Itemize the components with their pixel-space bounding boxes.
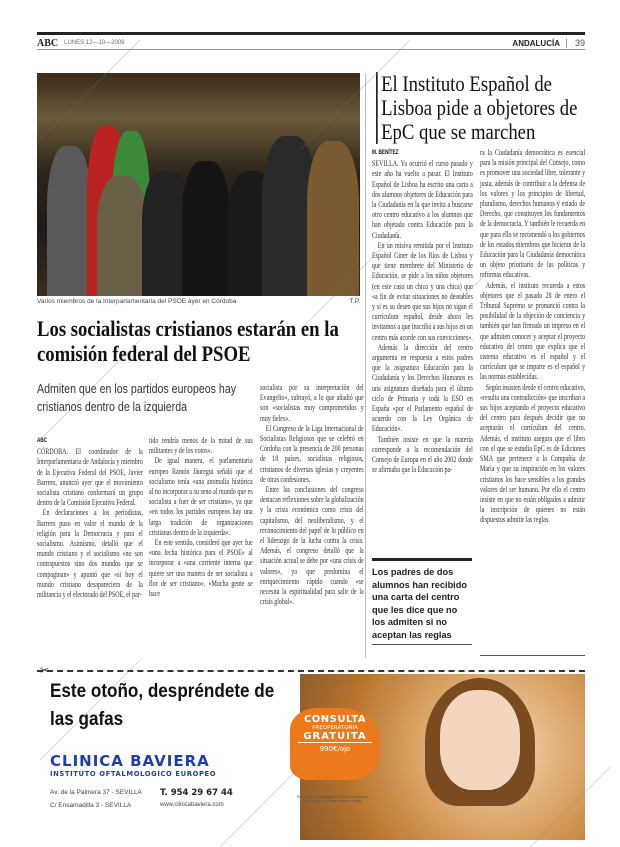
pull-quote-text: Los padres de dos alumnos han recibido una carta del centro que les dice que no los admiten si no aceptan las reglas (372, 566, 472, 645)
ad-brand: CLINICA BAVIERA (50, 752, 210, 770)
page-header (37, 37, 585, 50)
article2-byline: M. BENÍTEZ (372, 149, 399, 156)
paragraph: Entre las conclusiones del congreso destacan reflexiones sobre la globalización y la crisis económica como crisis del capitalismo, del neoliberalismo, y el reconocimiento del papel de lo público en el liderazgo de la lucha contra la crisis. Además, el congreso detalló que la situación actual se debe por «una crisis de valores», ya que predomina el enriquecimiento rápido cuando «se necesita la espiritualidad para salir de la crisis global». (260, 485, 364, 607)
article1-column-1 (37, 436, 143, 600)
article2-headline: El Instituto Español de Lisboa pide a objetores de EpC que se marchen (376, 72, 586, 144)
article1-headline: Los socialistas cristianos estarán en la comisión federal del PSOE (37, 316, 339, 366)
paragraph: CÓRDOBA. El coordinador de la Interparlamentaria de Andalucía y miembro de la Ejecutiva Federal del PSOE, Javier Barrero, anunció ayer que el movimiento socialista cristiano conformará un grupo dentro de la Comisión Ejecutiva Federal. (37, 447, 143, 508)
article1-column-3 (260, 383, 364, 607)
section-name: ANDALUCÍA (506, 39, 567, 48)
paragraph: El Congreso de la Liga Internacional de Socialistas Religiosos que se celebró en Córdoba con la presencia de 200 personas de 18 países, socialistas religiosos, cristianos de diversas iglesias y creyentes de otras confesiones. (260, 423, 364, 484)
ad-website: www.clinicabaviera.com (160, 802, 224, 808)
ad-tagline: INSTITUTO OFTALMOLOGICO EUROPEO (50, 770, 217, 778)
top-rule (37, 32, 585, 35)
news-photo (37, 73, 360, 296)
page-number: 39 (574, 38, 585, 48)
paragraph: De igual manera, el parlamentario europeo Ramón Jáuregui señaló que el socialismo tenía «una anomalía histórica al no incorporar a su seno al mundo que es socialista a fuer de ser cristiano», ya que «en todos los partidos europeos hay una larga tradición de organizaciones cristianas dentro de la izquierda». (149, 456, 253, 537)
paragraph: ra la Ciudadanía democrática es esencial para la misión principal del Consejo, como es promover una sociedad libre, tolerante y justa, además de contribuir a la defensa de los valores y los principios de libertad, pluralismo, derechos humanos y estado de Derecho, que constituyen los fundamentos de la democracia. Y también le recuerda en que para ello se recomendó a los gobiernos de los estados miembros que hicieran de la Educación para la Ciudadanía democrática un objeto prioritario de las políticas y reformas educativas. (480, 148, 586, 280)
paragraph: En declaraciones a los periodistas, Barrero puso en valor el mundo de la religión para la Democracia y para el socialismo. Asimismo, detalló que el mundo cristiano y el socialismo «no son contrapuestos sino dos mundos que se compaginan» y apuntó que «si hoy el mundo cristiano desapareciera de la militancia y el electorado del PSOE, el par- (37, 508, 143, 600)
column-divider (365, 73, 366, 658)
ad-model-face (440, 690, 520, 790)
badge-line-1: CONSULTA (303, 714, 367, 725)
paragraph: Además la dirección del centro argumenta en respuesta a estos padres que la asignatura Educación para la Ciudadanía y los Derechos Humanos es una asignatura diseñada para el último ciclo de Primaria y toda la ESO en España «por el Parlamento español de acuerdo con la Ley Orgánica de Educación». (372, 342, 473, 434)
ad-offer-badge (290, 708, 380, 780)
paragraph: Según insisten desde el centro educativo, «resulta una contradicción» que inscriban a sus hijos aceptando el proyecto educativo del centro para después decidir que no aceptarán el currículum del centro. Además, el instituto asegura que el libro con el que se estudia EpC es de Ediciones SMA que pertenece a la Compañía de María y que su inspiración en los valores cristianos los hace sensibles a los grandes valores del ser humano. Por ello el centro insiste en que no están obligados a admitir la inscripción de quienes no están dispuestos admitir las reglas. (480, 382, 586, 525)
ad-address-1: Av. de la Palmera 37 - SEVILLA (50, 789, 142, 796)
badge-line-3: GRATUITA (298, 731, 372, 743)
article1-byline: ABC (37, 437, 48, 444)
paragraph: SEVILLA. Ya ocurrió el curso pasado y este año ha vuelto a pasar. El Instituto Español de Lisboa ha escrito una carta a dos alumnos objetores de Educación para la Ciudadanía en la que invita a buscarse otro centro educativo a los alumnos que han objetado contra Educación para la Ciudadanía. (372, 159, 473, 240)
article1-column-2 (149, 436, 253, 599)
photo-credit: T.P. (349, 298, 360, 305)
badge-price: 990€/ojo (319, 745, 351, 753)
photo-caption (37, 298, 360, 305)
ad-headline: Este otoño, despréndete de las gafas (50, 681, 275, 730)
caption-text: Varios miembros de la Interparlamentaria del PSOE ayer en Córdoba (37, 298, 237, 305)
paragraph: También insiste en que la materia corresponde a la recomendación del Consejo de Europa en el año 2002 donde se afirmaba que la Educación pa- (372, 434, 473, 475)
paragraph: En un misiva remitida por el Instituto Español Giner de los Ríos de Lisboa y que tiene membrete del Ministerio de Educación, se pide a los niños objetores (en este caso un chico y una chica) que «a fin de evitar situaciones no deseables y si es su deseo que sus hijos no sigan el currículum español, desde ahora les invitamos a que inscriba a sus hijos en un centro más acorde con sus convicciones». (372, 240, 473, 342)
paragraph: tido tendría menos de la mitad de sus militantes y de los votos». (149, 436, 253, 456)
issue-date: LUNES 12—10—2009 (64, 40, 125, 46)
ad-address-2: C/ Ensamadilla 3 - SEVILLA (50, 802, 132, 809)
badge-line-2: PREOPERATORIA (312, 725, 358, 731)
ad-phone: T. 954 29 67 44 (160, 788, 233, 798)
paragraph: En este sentido, consideró que ayer fue «una fecha histórica para el PSOE» al incorporar a «una corriente interna que quiere ser una manera de ser socialista a flor de ser cristiano». «Mucha gente se hace (149, 538, 253, 599)
article1-subhead: Admiten que en los partidos europeos hay cristianos dentro de la izquierda (37, 382, 237, 414)
article2-column-2 (480, 148, 585, 526)
paragraph: socialista por su interpretación del Evangelio», subrayó, a lo que añadió que son «socialistas muy comprometidos y muy fieles». (260, 383, 364, 423)
newspaper-logo: ABC (37, 37, 59, 49)
pull-quote (372, 558, 472, 645)
watermark-stroke (220, 767, 300, 847)
article2-column-1 (372, 148, 473, 476)
article-end-rule (480, 655, 585, 656)
coupon-cut-line (37, 670, 585, 672)
paragraph: Además, el instituto recuerda a estos objetores que el pasado 28 de enero el Tribunal Supremo se pronunció contra la posibilidad de la objeción de conciencia y también que han firmado un impreso en el que admiten conocer y aceptar el proyecto educativo del centro que explica que el sistema educativo es el español y el currículum que se imparte es el español y las normas establecidas. (480, 280, 586, 382)
ad-fineprint: Promoción válida hasta 31/12/09 presentando este cupón en Clínica Baviera Sevilla (296, 795, 369, 803)
scissors-icon: ✂ (40, 664, 50, 677)
